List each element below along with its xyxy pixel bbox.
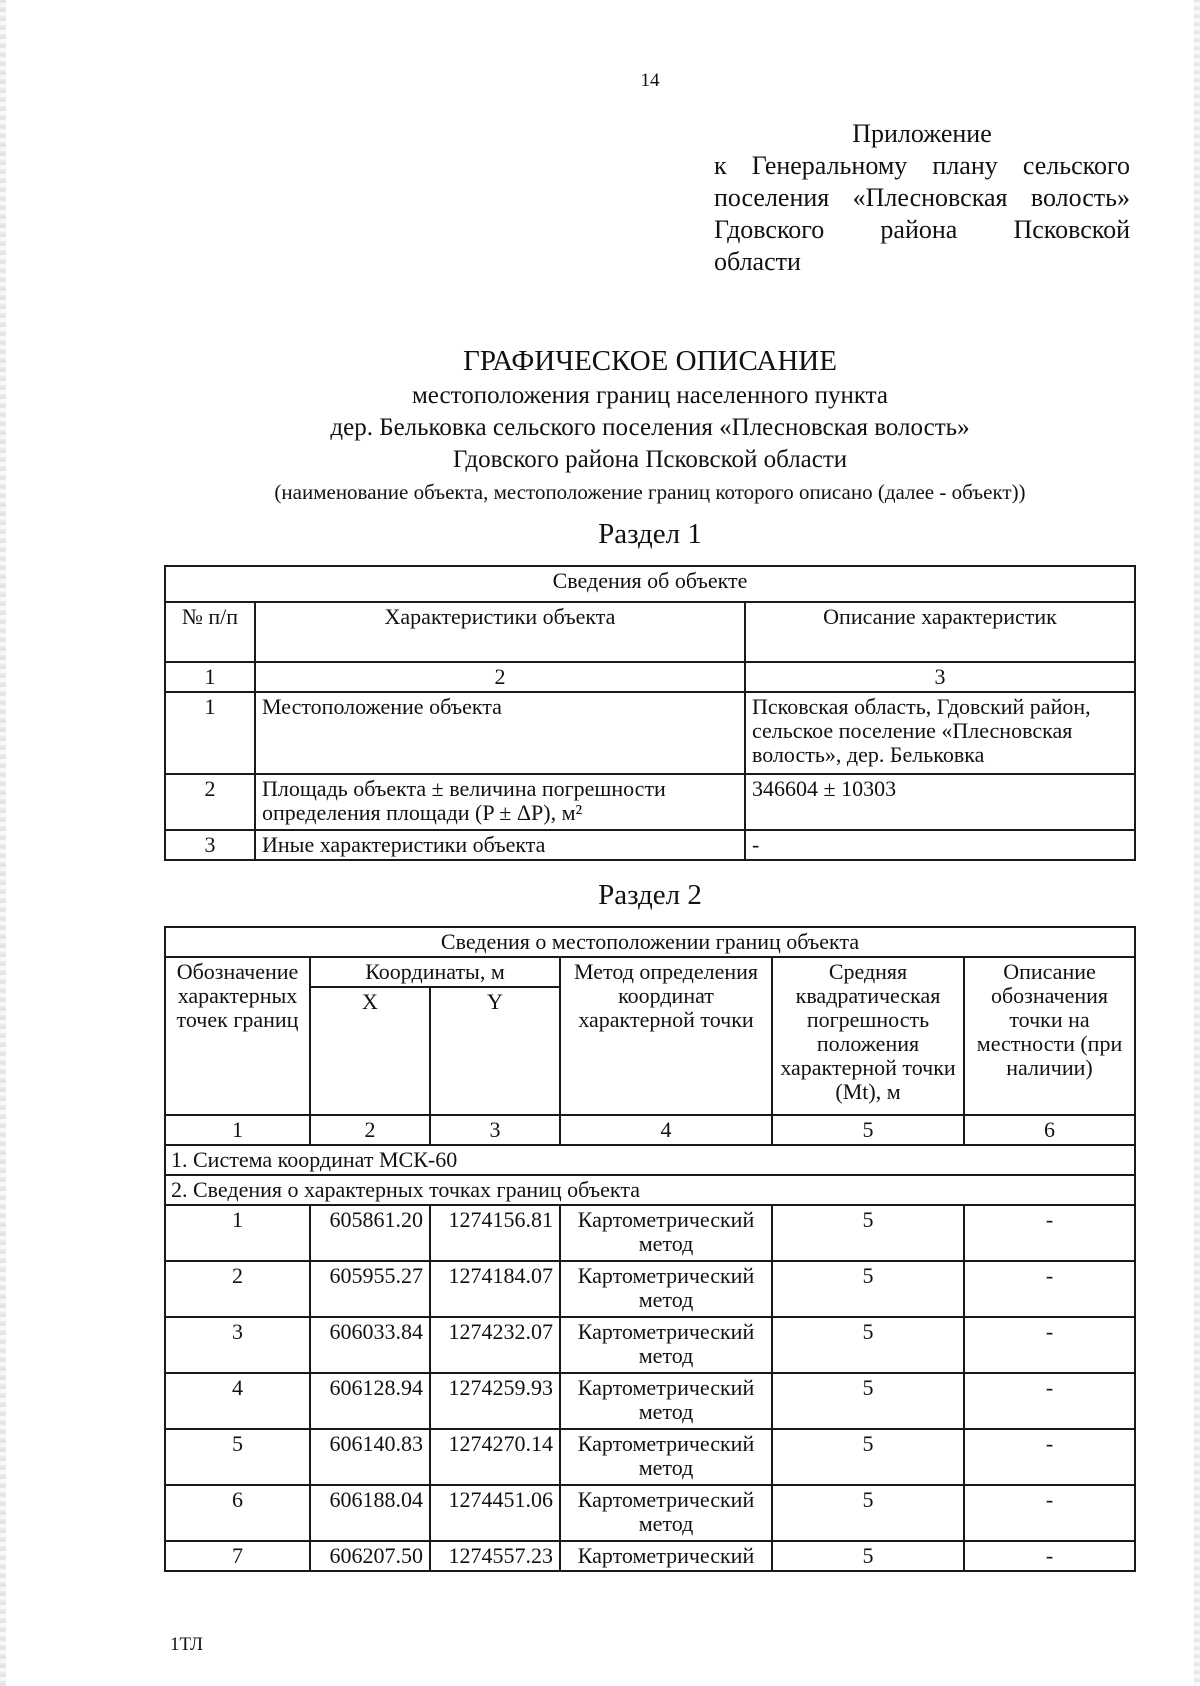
point-id: 1 [165,1205,310,1261]
point-description: - [964,1541,1135,1571]
scan-edge-right [1194,0,1200,1686]
table-row [165,1429,1135,1485]
table-row [165,774,1135,830]
characteristic-desc: 346604 ± 10303 [745,774,1135,830]
table-row [165,830,1135,860]
appendix-block [714,118,1130,278]
point-y: 1274232.07 [430,1317,560,1373]
point-description: - [964,1317,1135,1373]
characteristic-desc: Псковская область, Гдовский район, сельское поселение «Плесновская волость», дер. Бельковка [745,692,1135,774]
point-x: 606188.04 [310,1485,430,1541]
appendix-line: поселения «Плесновская волость» [714,183,1130,212]
point-id: 5 [165,1429,310,1485]
point-description: - [964,1205,1135,1261]
column-number: 1 [165,1115,310,1145]
characteristic-name: Площадь объекта ± величина погрешности определения площади (P ± ΔP), м² [255,774,745,830]
point-error: 5 [772,1429,964,1485]
point-id: 2 [165,1261,310,1317]
table-row [165,1485,1135,1541]
table-caption: Сведения о местоположении границ объекта [165,927,1135,957]
document-note: (наименование объекта, местоположение границ которого описано (далее - объект)) [274,480,1026,504]
column-header-y: Y [430,987,560,1115]
row-number: 3 [165,830,255,860]
point-error: 5 [772,1317,964,1373]
point-x: 606207.50 [310,1541,430,1571]
point-description: - [964,1429,1135,1485]
column-number: 1 [165,662,255,692]
characteristic-name: Местоположение объекта [255,692,745,774]
column-header: Описание характеристик [745,602,1135,662]
point-method: Картометрический метод [560,1317,772,1373]
characteristic-name: Иные характеристики объекта [255,830,745,860]
table-row [165,1261,1135,1317]
point-y: 1274451.06 [430,1485,560,1541]
column-number: 4 [560,1115,772,1145]
point-method: Картометрический метод [560,1373,772,1429]
row-number: 1 [165,692,255,774]
footer-mark: 1ТЛ [170,1634,204,1655]
column-number: 6 [964,1115,1135,1145]
point-y: 1274184.07 [430,1261,560,1317]
point-id: 3 [165,1317,310,1373]
column-header: Характеристики объекта [255,602,745,662]
column-header: № п/п [165,602,255,662]
section-2-title: Раздел 2 [598,879,702,911]
point-description: - [964,1261,1135,1317]
point-y: 1274259.93 [430,1373,560,1429]
point-description: - [964,1485,1135,1541]
table-row [165,692,1135,774]
scan-edge-left [0,0,6,1686]
appendix-title: Приложение [852,119,992,148]
table-row [165,1373,1135,1429]
point-id: 7 [165,1541,310,1571]
column-number: 3 [430,1115,560,1145]
point-x: 606140.83 [310,1429,430,1485]
point-error: 5 [772,1205,964,1261]
point-x: 605955.27 [310,1261,430,1317]
appendix-line: области [714,247,801,276]
column-number: 2 [255,662,745,692]
object-info-table [164,565,1136,861]
point-y: 1274270.14 [430,1429,560,1485]
appendix-line: к Генеральному плану сельского [714,151,1130,180]
point-method: Картометрический метод [560,1205,772,1261]
column-header-method: Метод определения координат характерной точки [560,957,772,1115]
boundary-points-table [164,926,1136,1572]
point-method: Картометрический метод [560,1485,772,1541]
point-error: 5 [772,1261,964,1317]
point-method: Картометрический метод [560,1429,772,1485]
point-error: 5 [772,1485,964,1541]
point-id: 6 [165,1485,310,1541]
points-body [165,1205,1135,1571]
table-row [165,1541,1135,1571]
coordinate-system: 1. Система координат МСК-60 [165,1145,1135,1175]
column-header-description: Описание обозначения точки на местности (при наличии) [964,957,1135,1115]
document-title: ГРАФИЧЕСКОЕ ОПИСАНИЕ [463,345,837,377]
section-1-title: Раздел 1 [598,518,702,550]
point-error: 5 [772,1373,964,1429]
points-caption: 2. Сведения о характерных точках границ объекта [165,1175,1135,1205]
document-subtitle: дер. Бельковка сельского поселения «Плесновская волость» [330,414,970,441]
row-number: 2 [165,774,255,830]
column-number: 2 [310,1115,430,1145]
point-y: 1274156.81 [430,1205,560,1261]
point-x: 606128.94 [310,1373,430,1429]
table-row [165,1317,1135,1373]
table-row [165,1205,1135,1261]
point-y: 1274557.23 [430,1541,560,1571]
column-number: 3 [745,662,1135,692]
page-number: 14 [640,70,660,91]
column-header-coords: Координаты, м [310,957,560,987]
point-error: 5 [772,1541,964,1571]
column-header-x: X [310,987,430,1115]
point-method: Картометрический [560,1541,772,1571]
point-id: 4 [165,1373,310,1429]
document-subtitle: Гдовского района Псковской области [452,446,848,473]
column-header-designation: Обозначение характерных точек границ [165,957,310,1115]
column-header-error: Средняя квадратическая погрешность положения характерной точки (Mt), м [772,957,964,1115]
appendix-line: Гдовского района Псковской [714,215,1130,244]
point-x: 605861.20 [310,1205,430,1261]
document-subtitle: местоположения границ населенного пункта [411,382,888,409]
point-description: - [964,1373,1135,1429]
point-method: Картометрический метод [560,1261,772,1317]
column-number: 5 [772,1115,964,1145]
point-x: 606033.84 [310,1317,430,1373]
table-caption: Сведения об объекте [165,566,1135,602]
characteristic-desc: - [745,830,1135,860]
